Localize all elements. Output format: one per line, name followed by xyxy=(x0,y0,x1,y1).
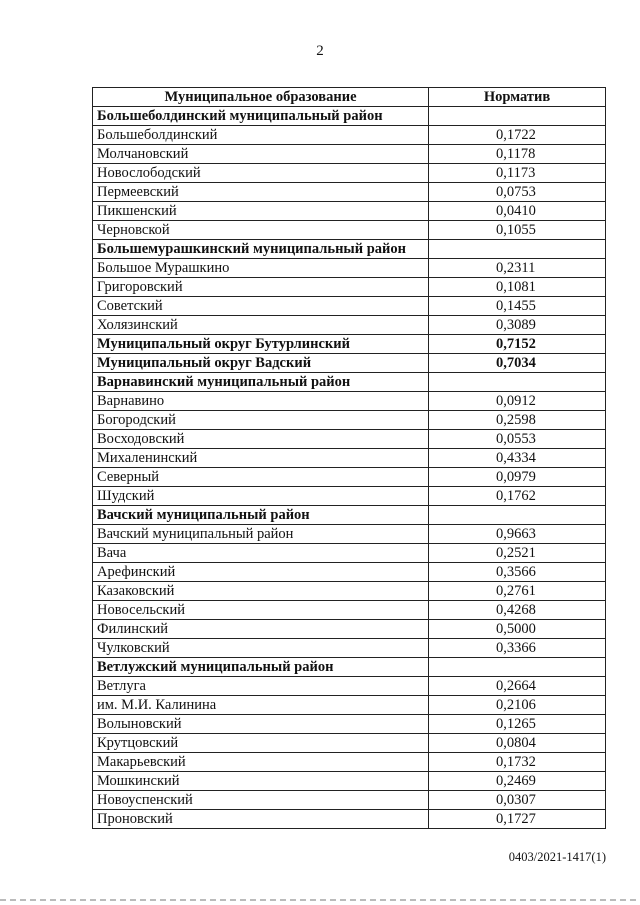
table-row xyxy=(93,145,606,164)
normative-value: 0,1178 xyxy=(429,145,606,164)
table-row xyxy=(93,810,606,829)
scan-artifact-line xyxy=(0,899,640,901)
municipality-name: Новослободский xyxy=(93,164,429,183)
normative-value: 0,2761 xyxy=(429,582,606,601)
normative-value: 0,2598 xyxy=(429,411,606,430)
normative-value: 0,3566 xyxy=(429,563,606,582)
normative-value: 0,1055 xyxy=(429,221,606,240)
normative-value: 0,0553 xyxy=(429,430,606,449)
municipality-name: Вачский муниципальный район xyxy=(93,506,429,525)
table-row xyxy=(93,620,606,639)
municipality-name: Чулковский xyxy=(93,639,429,658)
normative-value: 0,0410 xyxy=(429,202,606,221)
normative-table xyxy=(92,87,606,829)
municipality-name: Вача xyxy=(93,544,429,563)
normative-value: 0,1173 xyxy=(429,164,606,183)
municipality-name: Муниципальный округ Вадский xyxy=(93,354,429,373)
table-row xyxy=(93,202,606,221)
table-row xyxy=(93,487,606,506)
municipality-name: Проновский xyxy=(93,810,429,829)
table-row xyxy=(93,525,606,544)
table-row xyxy=(93,164,606,183)
table-row xyxy=(93,183,606,202)
page-number: 2 xyxy=(316,43,324,59)
table-row xyxy=(93,316,606,335)
municipality-name: Вачский муниципальный район xyxy=(93,525,429,544)
municipality-name: Богородский xyxy=(93,411,429,430)
table-row xyxy=(93,430,606,449)
municipality-name: Новосельский xyxy=(93,601,429,620)
municipality-name: Пермеевский xyxy=(93,183,429,202)
municipality-name: Казаковский xyxy=(93,582,429,601)
normative-value xyxy=(429,658,606,677)
normative-value: 0,2311 xyxy=(429,259,606,278)
municipality-name: Варнавино xyxy=(93,392,429,411)
normative-value: 0,1727 xyxy=(429,810,606,829)
table-row xyxy=(93,449,606,468)
table-header-row xyxy=(93,88,606,107)
municipality-name: Холязинский xyxy=(93,316,429,335)
normative-value xyxy=(429,373,606,392)
normative-value: 0,2469 xyxy=(429,772,606,791)
table-row xyxy=(93,259,606,278)
table-row xyxy=(93,221,606,240)
municipality-name: Советский xyxy=(93,297,429,316)
municipality-name: Муниципальный округ Бутурлинский xyxy=(93,335,429,354)
table-body xyxy=(93,107,606,829)
municipality-name: Северный xyxy=(93,468,429,487)
column-header-normative: Норматив xyxy=(429,88,606,107)
normative-value: 0,0753 xyxy=(429,183,606,202)
normative-value: 0,2521 xyxy=(429,544,606,563)
municipality-name: Крутцовский xyxy=(93,734,429,753)
municipality-name: Мошкинский xyxy=(93,772,429,791)
normative-value: 0,1732 xyxy=(429,753,606,772)
table-row xyxy=(93,544,606,563)
municipality-name: Волыновский xyxy=(93,715,429,734)
table-section-row xyxy=(93,373,606,392)
normative-value: 0,9663 xyxy=(429,525,606,544)
normative-value: 0,4334 xyxy=(429,449,606,468)
table-row xyxy=(93,563,606,582)
column-header-municipality: Муниципальное образование xyxy=(93,88,429,107)
table-row xyxy=(93,734,606,753)
municipality-name: Григоровский xyxy=(93,278,429,297)
normative-value: 0,0979 xyxy=(429,468,606,487)
normative-value: 0,3089 xyxy=(429,316,606,335)
municipality-name: Черновской xyxy=(93,221,429,240)
normative-value: 0,0912 xyxy=(429,392,606,411)
municipality-name: Большеболдинский муниципальный район xyxy=(93,107,429,126)
table-row xyxy=(93,715,606,734)
municipality-name: им. М.И. Калинина xyxy=(93,696,429,715)
table-row xyxy=(93,601,606,620)
normative-value: 0,7034 xyxy=(429,354,606,373)
table-section-row xyxy=(93,658,606,677)
table-row xyxy=(93,126,606,145)
normative-value: 0,1265 xyxy=(429,715,606,734)
normative-value: 0,2106 xyxy=(429,696,606,715)
normative-value xyxy=(429,506,606,525)
normative-value xyxy=(429,107,606,126)
normative-value: 0,5000 xyxy=(429,620,606,639)
normative-value: 0,4268 xyxy=(429,601,606,620)
municipality-name: Ветлуга xyxy=(93,677,429,696)
municipality-name: Михаленинский xyxy=(93,449,429,468)
municipality-name: Большое Мурашкино xyxy=(93,259,429,278)
table-row xyxy=(93,392,606,411)
municipality-name: Молчановский xyxy=(93,145,429,164)
document-code: 0403/2021-1417(1) xyxy=(508,850,606,864)
municipality-name: Шудский xyxy=(93,487,429,506)
table-section-row xyxy=(93,107,606,126)
table-row xyxy=(93,753,606,772)
normative-value: 0,1455 xyxy=(429,297,606,316)
table-row xyxy=(93,411,606,430)
municipality-name: Большеболдинский xyxy=(93,126,429,145)
table-row xyxy=(93,677,606,696)
normative-value xyxy=(429,240,606,259)
municipality-name: Филинский xyxy=(93,620,429,639)
normative-value: 0,3366 xyxy=(429,639,606,658)
normative-value: 0,7152 xyxy=(429,335,606,354)
municipality-name: Макарьевский xyxy=(93,753,429,772)
table-row xyxy=(93,791,606,810)
table-row xyxy=(93,772,606,791)
municipality-name: Восходовский xyxy=(93,430,429,449)
table-row xyxy=(93,696,606,715)
table-section-row xyxy=(93,240,606,259)
municipality-name: Ветлужский муниципальный район xyxy=(93,658,429,677)
table-row xyxy=(93,468,606,487)
table-row xyxy=(93,335,606,354)
municipality-name: Большемурашкинский муниципальный район xyxy=(93,240,429,259)
table-row xyxy=(93,278,606,297)
normative-value: 0,1081 xyxy=(429,278,606,297)
normative-value: 0,1722 xyxy=(429,126,606,145)
normative-value: 0,0804 xyxy=(429,734,606,753)
table-section-row xyxy=(93,506,606,525)
table-row xyxy=(93,582,606,601)
normative-value: 0,0307 xyxy=(429,791,606,810)
municipality-name: Арефинский xyxy=(93,563,429,582)
table-row xyxy=(93,639,606,658)
normative-value: 0,2664 xyxy=(429,677,606,696)
municipality-name: Варнавинский муниципальный район xyxy=(93,373,429,392)
table-row xyxy=(93,354,606,373)
municipality-name: Новоуспенский xyxy=(93,791,429,810)
normative-value: 0,1762 xyxy=(429,487,606,506)
municipality-name: Пикшенский xyxy=(93,202,429,221)
table-row xyxy=(93,297,606,316)
